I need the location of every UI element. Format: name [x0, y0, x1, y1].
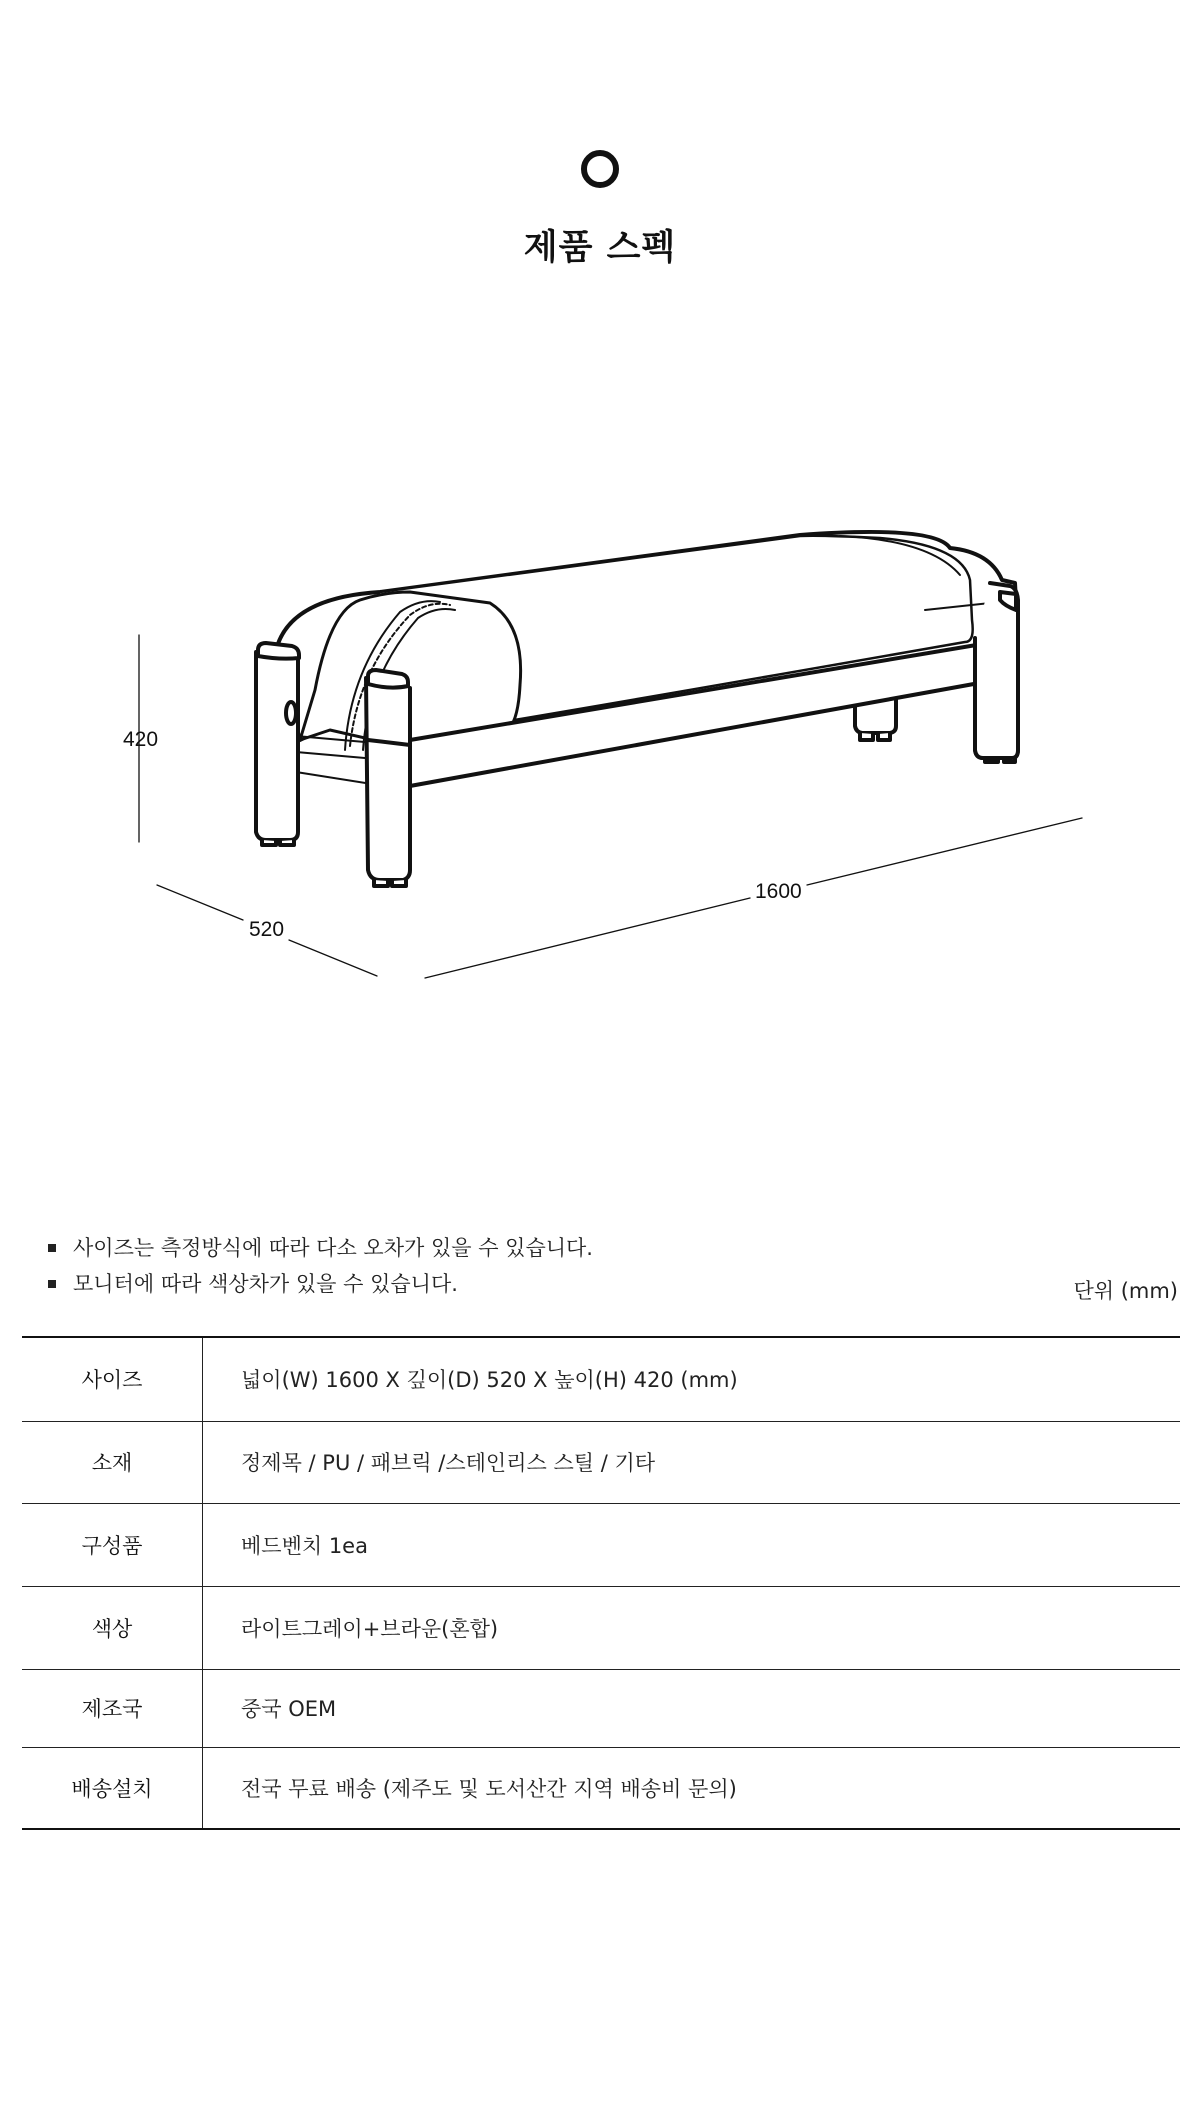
table-row — [22, 1669, 1180, 1747]
spec-value: 넓이(W) 1600 X 깊이(D) 520 X 높이(H) 420 (mm) — [203, 1337, 1181, 1421]
bullet-square-icon — [48, 1280, 56, 1288]
note-text: 모니터에 따라 색상차가 있을 수 있습니다. — [73, 1272, 458, 1296]
note-text: 사이즈는 측정방식에 따라 다소 오차가 있을 수 있습니다. — [73, 1236, 593, 1260]
dimension-height: 420 — [123, 728, 159, 751]
spec-label: 배송설치 — [22, 1747, 203, 1829]
notes-list — [48, 1230, 593, 1302]
note-item — [48, 1266, 593, 1302]
table-row — [22, 1586, 1180, 1669]
bullet-square-icon — [48, 1244, 56, 1252]
spec-label: 구성품 — [22, 1503, 203, 1586]
spec-label: 색상 — [22, 1586, 203, 1669]
table-row — [22, 1421, 1180, 1503]
spec-value: 전국 무료 배송 (제주도 및 도서산간 지역 배송비 문의) — [241, 1776, 737, 1801]
unit-label: 단위 (mm) — [1073, 1279, 1178, 1303]
table-row — [22, 1503, 1180, 1586]
left-back-leg — [256, 643, 299, 845]
bench-line-drawing — [0, 500, 1200, 1020]
dimension-depth: 520 — [249, 918, 285, 941]
spec-label: 제조국 — [22, 1669, 203, 1747]
dimension-width: 1600 — [755, 880, 802, 903]
spec-value: 중국 OEM — [203, 1669, 1181, 1747]
spec-label: 사이즈 — [22, 1337, 203, 1421]
spec-label: 소재 — [22, 1421, 203, 1503]
spec-value: 라이트그레이+브라운(혼합) — [203, 1586, 1181, 1669]
spec-value: 베드벤치 1ea — [203, 1503, 1181, 1586]
note-item — [48, 1230, 593, 1266]
table-row — [22, 1747, 1180, 1829]
spec-table — [22, 1336, 1180, 1830]
spec-value: 정제목 / PU / 패브릭 /스테인리스 스틸 / 기타 — [203, 1421, 1181, 1503]
table-row — [22, 1337, 1180, 1421]
circle-icon — [581, 150, 619, 188]
page-title: 제품 스펙 — [523, 228, 677, 268]
front-left-leg — [366, 670, 410, 886]
